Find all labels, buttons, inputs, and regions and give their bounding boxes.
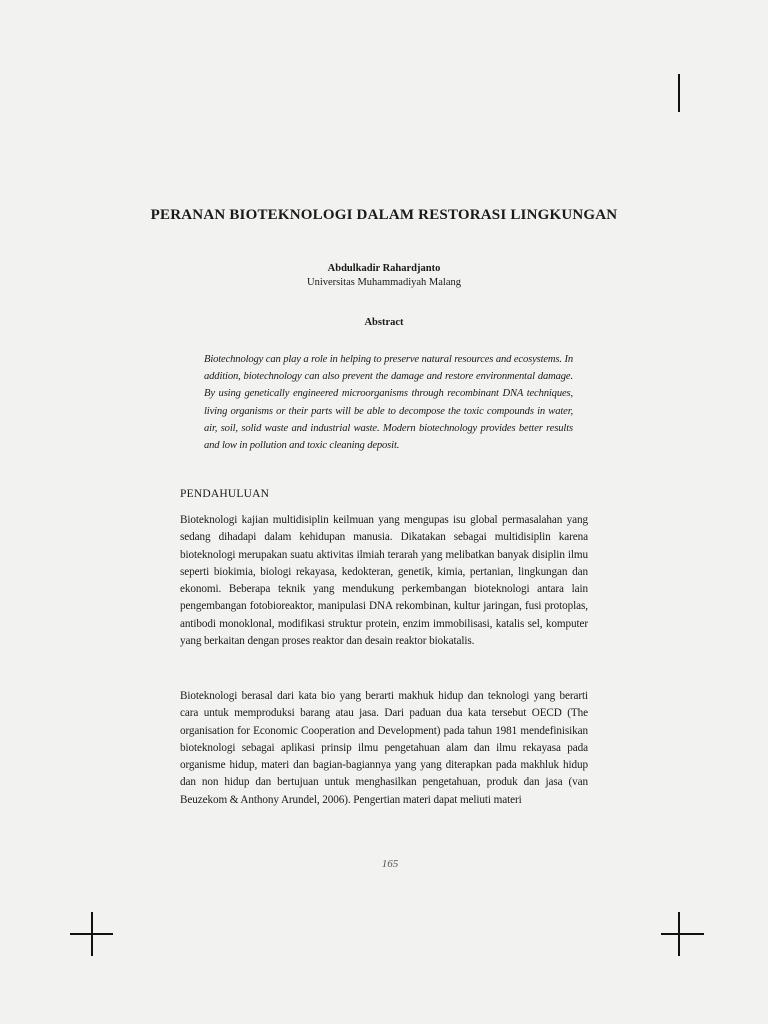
crop-mark-top-right	[678, 74, 680, 112]
author-affiliation: Universitas Muhammadiyah Malang	[307, 277, 461, 288]
body-paragraph: Bioteknologi berasal dari kata bio yang berarti makhuk hidup dan teknologi yang berarti cara untuk memproduksi barang atau jasa. Dari paduan dua kata tersebut OECD (The organisation for Economic Cooperation and Development) pada tahun 1981 mendefinisikan bioteknologi sebagai aplikasi prinsip ilmu pengetahuan alam dan ilmu rekayasa pada organisme hidup, materi dan bagian-bagiannya yang yang diterapkan pada makhluk hidup dan non hidup dan bertujuan untuk menghasilkan pengetahuan, produk dan jasa (van Beuzekom & Anthony Arundel, 2006). Pengertian materi dapat meliuti materi	[180, 690, 588, 806]
crop-mark-bottom-right-vertical	[678, 912, 680, 956]
abstract-text: Biotechnology can play a role in helping to preserve natural resources and ecosystems. In addition, biotechnology can also prevent the damage and restore environmental damage. By using genetically engineered microorganisms through recombinant DNA techniques, living organisms or their parts will be able to decompose the toxic compounds in water, air, soil, solid waste and industrial waste. Modern biotechnology provides better results and low in pollution and toxic cleaning deposit.	[204, 354, 573, 452]
crop-mark-bottom-right-horizontal	[661, 933, 704, 935]
page-number: 165	[381, 858, 399, 870]
author-name: Abdulkadir Rahardjanto	[327, 263, 441, 274]
section-heading: PENDAHULUAN	[180, 488, 270, 500]
crop-mark-bottom-left-vertical	[91, 912, 93, 956]
abstract-heading: Abstract	[364, 317, 404, 328]
body-paragraph: Bioteknologi kajian multidisiplin keilmuan yang mengupas isu global permasalahan yang sedang dihadapi dalam kehidupan manusia. Dikatakan sebagai multidisiplin karena bioteknologi merupakan suatu aktivitas ilmiah terarah yang melibatkan banyak disiplin ilmu seperti biokimia, biologi rekayasa, kedokteran, genetik, kimia, pertanian, lingkungan dan ekonomi. Beberapa teknik yang mendukung perkembangan bioteknologi antara lain pengembangan fotobioreaktor, manipulasi DNA rekombinan, kultur jaringan, fusi protoplas, antibodi monoklonal, modifikasi struktur protein, enzim immobilisasi, katalis sel, komputer yang berkaitan dengan proses reaktor dan desain reaktor biokatalis.	[180, 514, 588, 648]
article-title: PERANAN BIOTEKNOLOGI DALAM RESTORASI LINGKUNGAN	[150, 207, 618, 223]
